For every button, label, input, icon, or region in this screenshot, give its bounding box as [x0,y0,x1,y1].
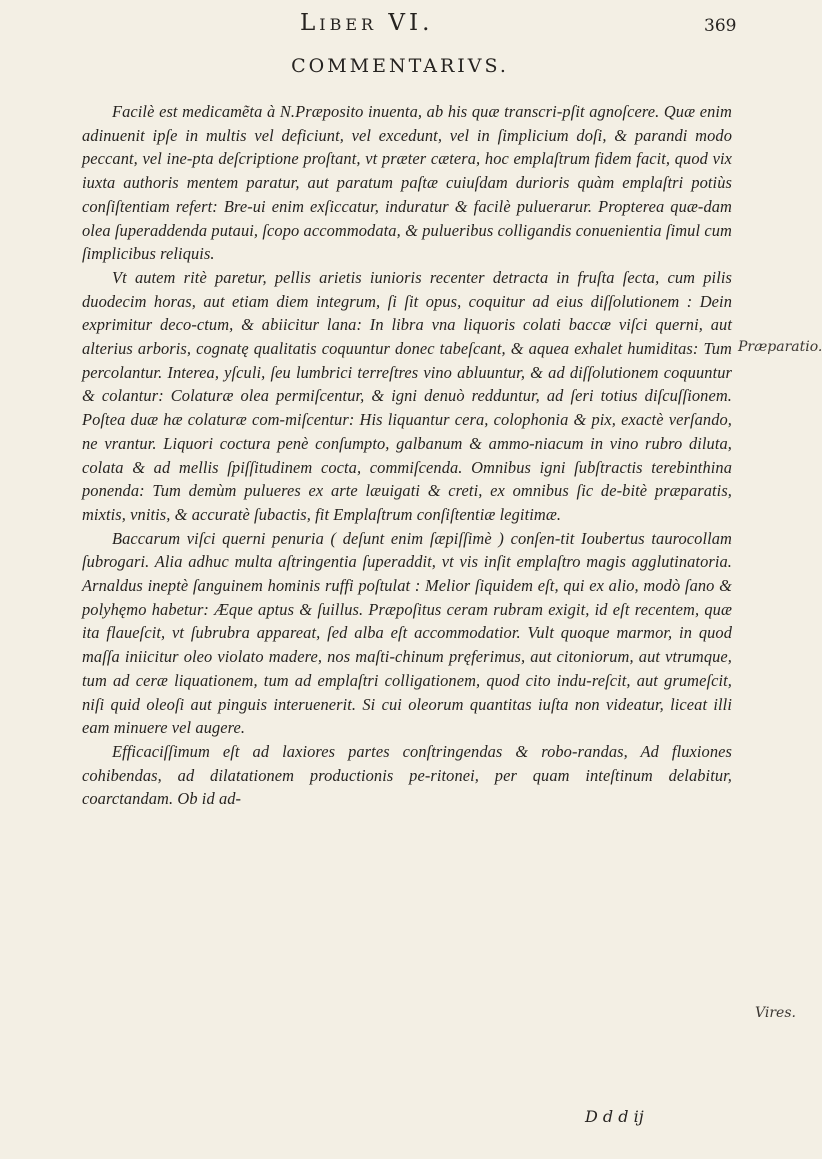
margin-note-vires: Vires. [755,1005,796,1021]
margin-note-praeparatio: Præparatio. [738,339,822,355]
page-header [0,10,800,40]
running-title: Liber VI. [300,10,434,36]
paragraph-virtues: Efficaciſſimum eſt ad laxiores partes conſtringendas & robo-randas, Ad fluxiones cohibendas, ad dilatationem productionis pe-ritonei, per quam inteſtinum delabitur, coarctandam. Ob id ad- [82,741,732,809]
section-title: COMMENTARIVS. [291,55,509,77]
paragraph-preparation-method: Vt autem ritè paretur, pellis arietis iunioris recenter detracta in fruſta ſecta, cum pilis duodecim horas, aut etiam diem integrum, ſi ſit opus, coquitur ad eius diſſolutionem : Dein exprimitur deco-ctum, & abiicitur lana: In libra vna liquoris colati baccæ viſci querni, aut alterius arboris, cognatę qualitatis coquuntur donec tabeſcant, & aquea exhalet humiditas: Tum percolantur. Interea, yſculi, ſeu lumbrici terreſtres vino abluuntur, & ad diſſolutionem coquuntur & colantur: Colaturæ olea permiſcentur, & igni denuò redduntur, ad ſeri totius diſcuſſionem. Poſtea duæ hæ colaturæ com-miſcentur: His liquantur cera, colophonia & pix, exactè verſando, ne vrantur. Liquori coctura penè conſumpto, galbanum & ammo-niacum in vino rubro diluta, colata & ad mellis ſpiſſitudinem cocta, commiſcenda. Omnibus igni ſubſtractis terebinthina ponenda: Tum demùm pulueres ex arte læuigati & creti, ex omnibus ſic de-bitè præparatis, mixtis, vnitis, & accuratè ſubactis, fit Emplaſtrum conſiſtentiæ legitimæ. [82,267,732,524]
commentary-text [82,100,732,811]
signature-mark: D d d ij [585,1107,644,1126]
paragraph-substitutions: Baccarum viſci querni penuria ( deſunt enim ſæpiſſimè ) conſen-tit Ioubertus taurocollam ſubrogari. Alia adhuc multa aſtringentia ſuperaddit, vt vis inſit emplaſtro magis agglutinatoria. Arnaldus ineptè ſanguinem hominis ruffi poſtulat : Melior ſiquidem eſt, qui ex alio, modò ſano & polyhęmo habetur: Æque aptus & ſuillus. Præpoſitus ceram rubram exigit, id eſt recentem, quæ ita flaueſcit, vt ſubrubra appareat, ſed alba eſt accommodatior. Vult quoque marmor, in quod maſſa iniicitur oleo violato madere, nos maſti-chinum pręferimus, aut citoniorum, aut vtrumque, tum ad ceræ liquationem, tum ad emplaſtri colligationem, quod cito indu-reſcit, aut grumeſcit, niſi quid oleoſi aut pinguis interuenerit. Si cui oleorum quantitas iuſta non videatur, liceat illi eam minuere vel augere. [82,528,732,738]
page-number: 369 [704,16,737,36]
paragraph-preparation-critique: Facilè est medicamẽta à N.Præposito inuenta, ab his quæ transcri-pſit agnoſcere. Quæ enim adinuenit ipſe in multis vel deficiunt, vel excedunt, vel in ſimplicium doſi, & parandi modo peccant, vel ine-pta deſcriptione proſtant, vt præter cætera, hoc emplaſtrum fidem facit, quod vix iuxta authoris mentem paratur, aut paratum paſtæ cuiuſdam durioris quàm emplaſtri potiùs conſiſtentiam refert: Bre-ui enim exſiccatur, induratur & facilè puluerarur. Propterea quæ-dam olea ſuperaddenda putaui, ſcopo accommodata, & pulueribus colligandis conuenientia ſimul cum ſimplicibus reliquis. [82,102,732,264]
